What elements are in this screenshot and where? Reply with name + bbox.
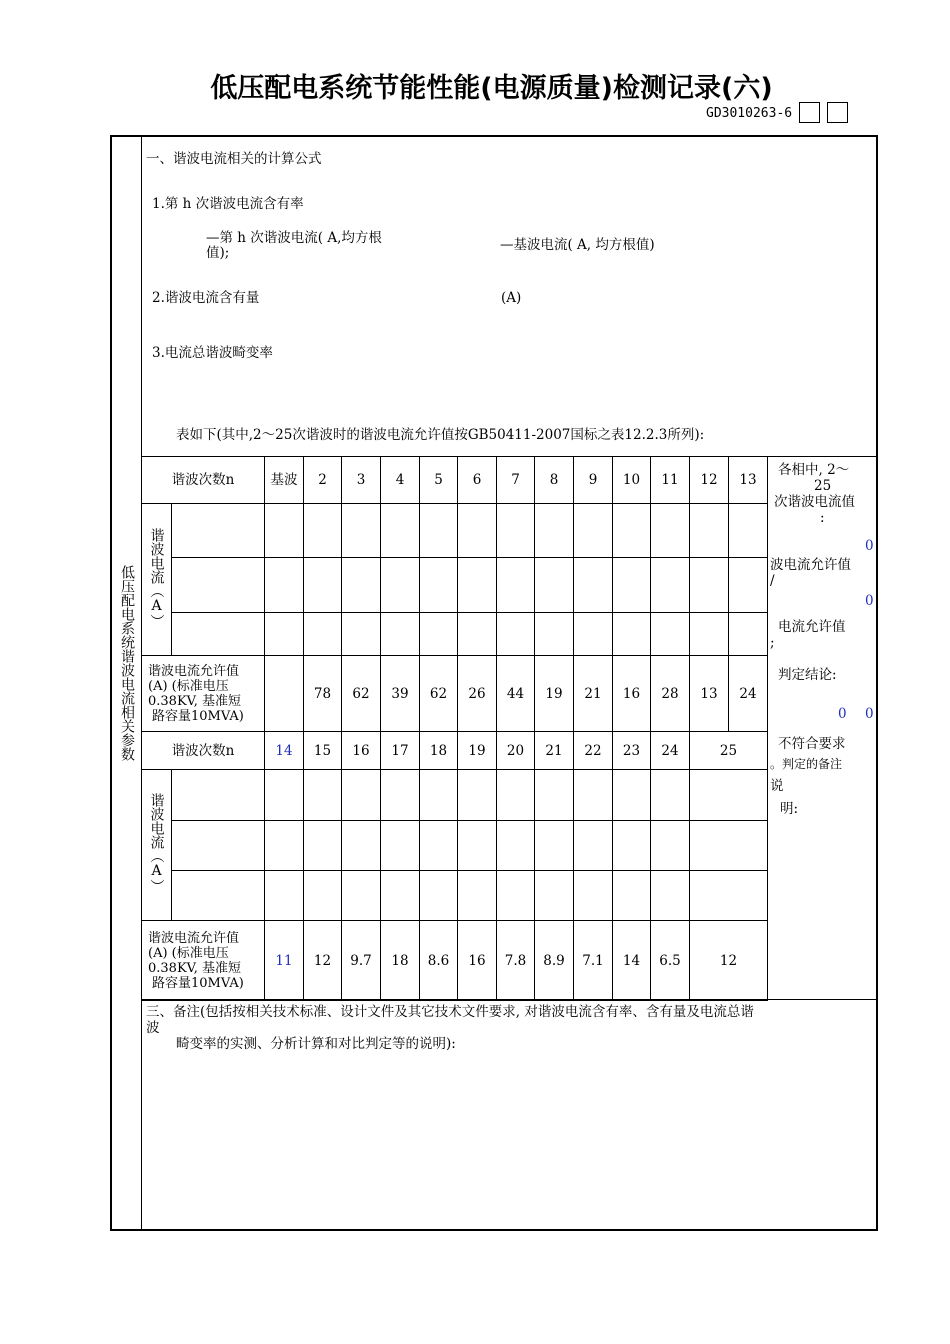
right-line-11: 。判定的备注 — [770, 757, 843, 771]
formula-3-label: 3.电流总谐波畸变率 — [152, 345, 273, 361]
value-cell[interactable] — [381, 558, 420, 613]
right-value-1: 0 — [865, 538, 874, 554]
value-cell[interactable] — [458, 770, 497, 821]
table-note: 表如下(其中,2～25次谐波时的谐波电流允许值按GB50411-2007国标之表12.2.3所列): — [176, 427, 705, 443]
value-cell[interactable] — [497, 821, 535, 871]
right-line-9: 判定结论: — [778, 667, 837, 683]
value-cell[interactable] — [458, 871, 497, 921]
current-row-2 — [142, 770, 768, 821]
order-cell: 13 — [729, 457, 768, 504]
value-cell[interactable] — [381, 871, 420, 921]
order-cell: 9 — [574, 457, 613, 504]
order-cell: 3 — [342, 457, 381, 504]
order-cell: 7 — [497, 457, 535, 504]
value-cell[interactable] — [497, 770, 535, 821]
order-cell: 19 — [458, 732, 497, 770]
order-cell: 18 — [420, 732, 458, 770]
value-cell[interactable] — [342, 871, 381, 921]
allow-label-1 — [142, 656, 265, 732]
value-cell[interactable] — [458, 558, 497, 613]
value-cell[interactable] — [304, 821, 342, 871]
harmonic-table — [141, 456, 768, 1001]
allow-cell: 8.6 — [420, 921, 458, 1001]
base-label: 基波 — [265, 457, 304, 504]
allow-cell: 12 — [304, 921, 342, 1001]
value-cell[interactable] — [651, 871, 690, 921]
order-cell: 23 — [613, 732, 651, 770]
order-cell: 4 — [381, 457, 420, 504]
right-line-1: 各相中, 2～ — [778, 462, 850, 478]
allow-label-line: 谐波电流允许值 — [148, 663, 240, 679]
order-cell: 24 — [651, 732, 690, 770]
order-cell: 16 — [342, 732, 381, 770]
value-cell[interactable] — [613, 770, 651, 821]
right-line-3: 次谐波电流值 — [774, 494, 855, 510]
phase-cell[interactable] — [172, 504, 265, 558]
allow-cell: 19 — [535, 656, 574, 732]
value-cell[interactable] — [690, 871, 768, 921]
right-line-13: 明: — [780, 801, 799, 817]
remarks-line-3: 畸变率的实测、分析计算和对比判定等的说明): — [176, 1036, 456, 1052]
allow-cell: 13 — [690, 656, 729, 732]
document-code: GD3010263-6 — [706, 106, 793, 121]
value-cell[interactable] — [420, 770, 458, 821]
value-cell[interactable] — [613, 504, 651, 558]
value-cell[interactable] — [304, 770, 342, 821]
right-line-12: 说 — [770, 778, 784, 794]
value-cell[interactable] — [458, 504, 497, 558]
order-cell: 5 — [420, 457, 458, 504]
order-cell: 17 — [381, 732, 420, 770]
value-cell[interactable] — [304, 613, 342, 656]
right-value-2: 0 — [865, 593, 874, 609]
value-cell[interactable] — [497, 504, 535, 558]
right-line-6: / — [770, 573, 775, 589]
current-label-2 — [142, 770, 172, 921]
current-label-text-1: 谐波电流（A） — [148, 527, 165, 628]
value-cell[interactable] — [613, 821, 651, 871]
formula-1-label: 1.第 h 次谐波电流含有率 — [152, 196, 304, 212]
order-cell-last: 25 — [690, 732, 768, 770]
allow-label-2 — [142, 921, 265, 1001]
remarks-input-area[interactable] — [146, 1060, 872, 1224]
value-cell[interactable] — [381, 613, 420, 656]
order-cell: 20 — [497, 732, 535, 770]
phase-cell[interactable] — [172, 871, 265, 921]
side-label — [112, 565, 142, 766]
allow-cell: 24 — [729, 656, 768, 732]
right-value-3b: 0 — [865, 706, 874, 722]
value-cell[interactable] — [420, 613, 458, 656]
value-cell[interactable] — [265, 871, 304, 921]
right-line-4: : — [820, 510, 825, 526]
order-label: 谐波次数n — [142, 457, 265, 504]
order-cell: 12 — [690, 457, 729, 504]
value-cell[interactable] — [420, 504, 458, 558]
remarks-line-1: 三、备注(包括按相关技术标准、设计文件及其它技术文件要求, 对谐波电流含有率、含有量及电流总谐 — [146, 1004, 754, 1020]
value-cell[interactable] — [342, 504, 381, 558]
side-label-text: 低压配电系统谐波电流相关参数 — [119, 565, 135, 761]
order-row-2 — [142, 732, 768, 770]
order-cell-first: 14 — [265, 732, 304, 770]
value-cell[interactable] — [342, 821, 381, 871]
right-value-3a: 0 — [838, 706, 847, 722]
value-cell[interactable] — [535, 871, 574, 921]
allow-cell: 39 — [381, 656, 420, 732]
value-cell[interactable] — [535, 770, 574, 821]
right-line-10: 不符合要求 — [778, 736, 846, 752]
code-checkbox-2[interactable] — [827, 102, 848, 123]
allow-cell: 62 — [420, 656, 458, 732]
value-cell[interactable] — [342, 770, 381, 821]
allow-label-line: 路容量10MVA) — [152, 975, 244, 991]
page-title: 低压配电系统节能性能(电源质量)检测记录(六) — [210, 73, 773, 104]
formula-1-def-a-cont: 值); — [206, 245, 230, 261]
allow-cell: 18 — [381, 921, 420, 1001]
value-cell[interactable] — [574, 558, 613, 613]
order-cell: 2 — [304, 457, 342, 504]
value-cell[interactable] — [265, 504, 304, 558]
value-cell[interactable] — [265, 770, 304, 821]
allow-cell: 28 — [651, 656, 690, 732]
value-cell[interactable] — [458, 613, 497, 656]
formula-1-def-a: —第 h 次谐波电流( A,均方根 — [206, 230, 382, 246]
value-cell[interactable] — [690, 558, 729, 613]
value-cell[interactable] — [690, 821, 768, 871]
allow-label-line: (A) (标准电压 — [148, 945, 229, 961]
value-cell[interactable] — [304, 871, 342, 921]
allow-cell: 6.5 — [651, 921, 690, 1001]
allow-cell: 16 — [458, 921, 497, 1001]
value-cell[interactable] — [651, 770, 690, 821]
order-cell: 8 — [535, 457, 574, 504]
right-line-5: 波电流允许值 — [770, 557, 851, 573]
value-cell[interactable] — [304, 558, 342, 613]
value-cell[interactable] — [651, 613, 690, 656]
allow-cell: 14 — [613, 921, 651, 1001]
right-line-2: 25 — [814, 478, 832, 494]
order-row-1 — [142, 457, 768, 504]
value-cell[interactable] — [265, 821, 304, 871]
right-line-8: ; — [770, 635, 775, 651]
order-label-2: 谐波次数n — [142, 732, 265, 770]
allow-label-line: 0.38KV, 基准短 — [148, 693, 242, 709]
value-cell[interactable] — [497, 558, 535, 613]
value-cell[interactable] — [729, 504, 768, 558]
code-checkbox-1[interactable] — [799, 102, 820, 123]
phase-cell[interactable] — [172, 613, 265, 656]
value-cell[interactable] — [574, 871, 613, 921]
allow-cell: 7.1 — [574, 921, 613, 1001]
allow-cell: 7.8 — [497, 921, 535, 1001]
allow-base-cell — [265, 656, 304, 732]
allow-label-line: 0.38KV, 基准短 — [148, 960, 242, 976]
allow-label-line: (A) (标准电压 — [148, 678, 229, 694]
value-cell[interactable] — [458, 821, 497, 871]
order-cell: 11 — [651, 457, 690, 504]
value-cell[interactable] — [574, 821, 613, 871]
value-cell[interactable] — [304, 504, 342, 558]
value-cell[interactable] — [690, 613, 729, 656]
value-cell[interactable] — [265, 613, 304, 656]
current-row — [142, 613, 768, 656]
order-cell: 6 — [458, 457, 497, 504]
allow-label-line: 路容量10MVA) — [152, 708, 244, 724]
formula-2-unit: (A) — [501, 290, 522, 306]
value-cell[interactable] — [651, 558, 690, 613]
phase-cell[interactable] — [172, 558, 265, 613]
value-cell[interactable] — [651, 504, 690, 558]
allow-label-line: 谐波电流允许值 — [148, 930, 240, 946]
formula-1-def-b: —基波电流( A, 均方根值) — [500, 237, 655, 253]
allow-cell: 8.9 — [535, 921, 574, 1001]
value-cell[interactable] — [420, 871, 458, 921]
value-cell[interactable] — [729, 613, 768, 656]
order-cell: 22 — [574, 732, 613, 770]
formula-2-label: 2.谐波电流含有量 — [152, 290, 260, 306]
value-cell[interactable] — [574, 504, 613, 558]
allow-cell: 21 — [574, 656, 613, 732]
current-label-text-2: 谐波电流（A） — [148, 793, 165, 893]
phase-cell[interactable] — [172, 770, 265, 821]
right-line-7: 电流允许值 — [778, 619, 846, 635]
value-cell[interactable] — [420, 558, 458, 613]
allow-cell: 62 — [342, 656, 381, 732]
phase-cell[interactable] — [172, 821, 265, 871]
value-cell[interactable] — [420, 821, 458, 871]
order-cell: 10 — [613, 457, 651, 504]
value-cell[interactable] — [613, 613, 651, 656]
current-label-1 — [142, 504, 172, 656]
value-cell[interactable] — [497, 613, 535, 656]
value-cell[interactable] — [535, 504, 574, 558]
allow-row-1 — [142, 656, 768, 732]
allow-cell: 9.7 — [342, 921, 381, 1001]
allow-cell-last: 12 — [690, 921, 768, 1001]
right-panel-top-line — [768, 456, 877, 457]
allow-cell: 44 — [497, 656, 535, 732]
remarks-line-2: 波 — [146, 1020, 160, 1036]
value-cell[interactable] — [381, 770, 420, 821]
value-cell[interactable] — [497, 871, 535, 921]
value-cell[interactable] — [381, 821, 420, 871]
current-row-2 — [142, 821, 768, 871]
value-cell[interactable] — [690, 770, 768, 821]
current-row — [142, 504, 768, 558]
remarks-divider — [141, 999, 877, 1000]
value-cell[interactable] — [574, 770, 613, 821]
value-cell[interactable] — [535, 613, 574, 656]
value-cell[interactable] — [613, 558, 651, 613]
allow-row-2 — [142, 921, 768, 1001]
allow-cell: 78 — [304, 656, 342, 732]
order-cell: 21 — [535, 732, 574, 770]
value-cell[interactable] — [651, 821, 690, 871]
value-cell[interactable] — [535, 558, 574, 613]
value-cell[interactable] — [342, 613, 381, 656]
value-cell[interactable] — [535, 821, 574, 871]
value-cell[interactable] — [690, 504, 729, 558]
allow-cell: 16 — [613, 656, 651, 732]
allow-cell: 26 — [458, 656, 497, 732]
current-row — [142, 558, 768, 613]
section1-heading: 一、谐波电流相关的计算公式 — [146, 151, 322, 167]
value-cell[interactable] — [381, 504, 420, 558]
value-cell[interactable] — [729, 558, 768, 613]
value-cell[interactable] — [613, 871, 651, 921]
current-row-2 — [142, 871, 768, 921]
value-cell[interactable] — [574, 613, 613, 656]
allow-cell-first: 11 — [265, 921, 304, 1001]
value-cell[interactable] — [265, 558, 304, 613]
value-cell[interactable] — [342, 558, 381, 613]
order-cell: 15 — [304, 732, 342, 770]
